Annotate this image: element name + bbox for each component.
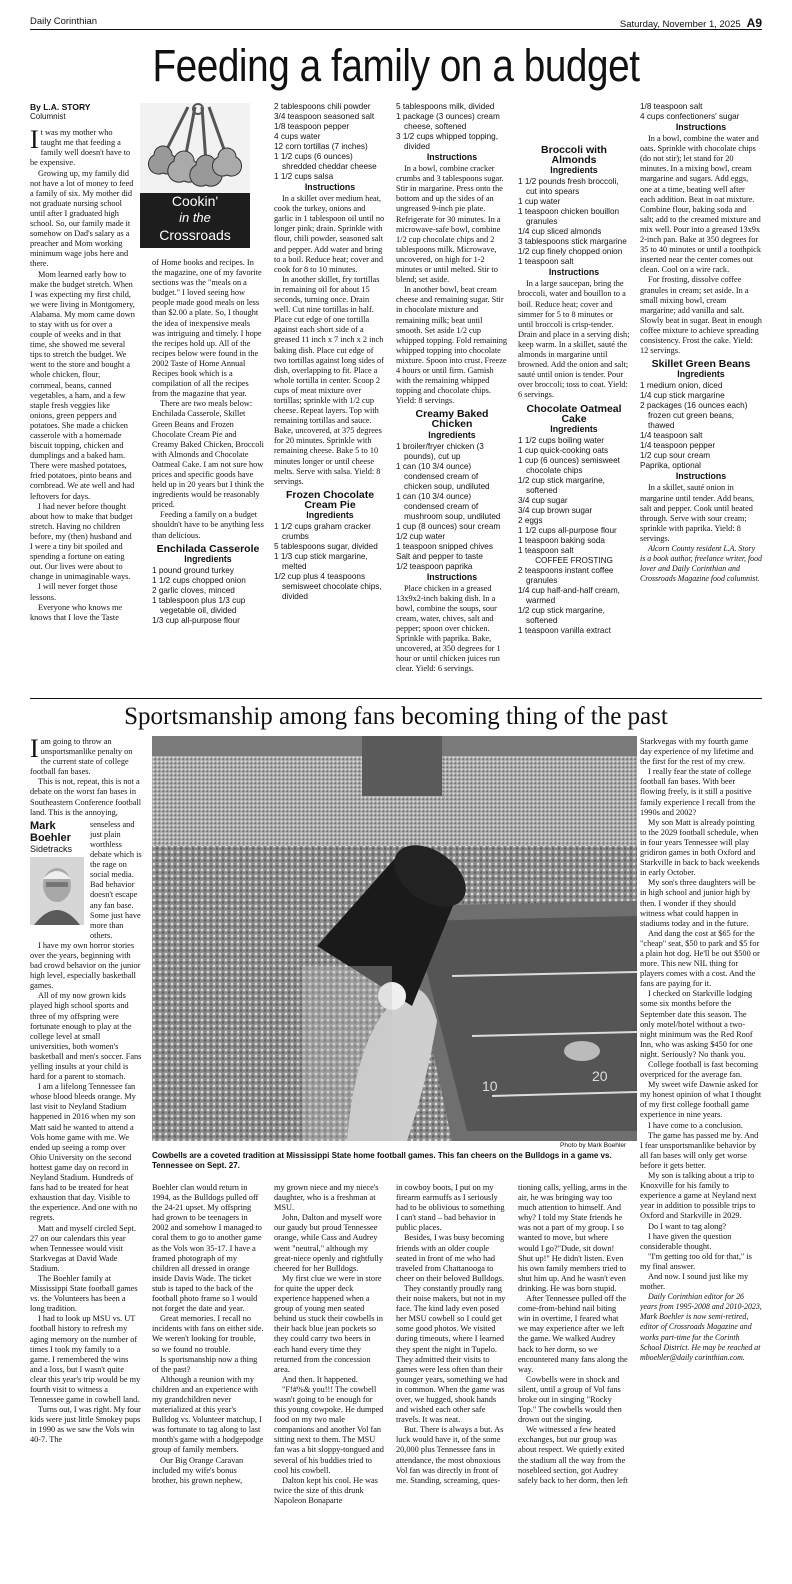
ingredient: 1 1/2 cups graham cracker crumbs xyxy=(274,522,371,542)
paragraph: Boehler clan would return in 1994, as the Bulldogs pulled off the 24-21 upset. My offspring had grown to be teenagers in 2002 and somehow I managed to coral them to go to another game as the Vols won 35-17. I have a framed photograph of my children all dressed in orange inside Davis Wade. The ticket stub is taped to the back of the football photo frame so I would not forget the date and year. xyxy=(152,1183,262,1314)
paragraph: t was my mother who taught me that feeding a family well doesn't have to be expensive. xyxy=(30,128,131,168)
ingredient: 3 1/2 cups whipped topping, divided xyxy=(396,132,498,151)
ingredients-heading: Ingredients xyxy=(184,553,232,564)
ingredient: 3 tablespoons stick margarine xyxy=(518,237,627,247)
ingredient: 1 teaspoon salt xyxy=(518,545,574,555)
ingredient: 1 1/2 cups chopped onion xyxy=(152,575,246,585)
ingredient: 1 cup (6 ounces) semisweet chocolate chips xyxy=(518,455,620,475)
dropcap: I xyxy=(30,125,39,155)
byline: By L.A. STORY xyxy=(30,102,91,112)
recipe-title: Frozen Chocolate Cream Pie xyxy=(285,488,375,511)
ingredient: 1 pound ground turkey xyxy=(152,565,234,575)
photo-credit: Photo by Mark Boehler xyxy=(560,1142,627,1149)
paragraph: In another bowl, beat cream cheese and remaining sugar. Stir in chocolate mixture and remaining milk; beat until smooth. Set aside 1/2 cup whipped topping. Fold remaining whipped topping into chocolate mixture. Spoon into crust. Freeze 4 hours or until firm. Garnish with the remaining whipped topping and chocolate chips. Yield: 8 servings. xyxy=(396,285,508,406)
dropcap: I xyxy=(30,737,39,763)
sports-column-2 xyxy=(152,1183,264,1575)
paragraph: My son's three daughters will be in high school and junior high by then. I wonder if they should witness what could happen in stadiums today and in the future. xyxy=(640,878,756,928)
header-right xyxy=(620,16,762,30)
ingredient: 1 teaspoon snipped chives xyxy=(396,541,493,551)
column-name: Sidetracks xyxy=(30,843,73,854)
author-headshot-icon xyxy=(30,857,84,925)
ingredient-list xyxy=(396,102,508,152)
logo-line-1: Cookin' xyxy=(171,193,219,209)
author-last-name: Boehler xyxy=(30,831,71,844)
paragraph: Turns out, I was right. My four kids were just little Smokey pups in 1990 as we saw the Vols win 40-7. The xyxy=(30,1405,141,1445)
ingredient: 5 tablespoons milk, divided xyxy=(396,102,495,111)
ingredient: 2 teaspoons instant coffee granules xyxy=(518,565,614,585)
ingredient-list xyxy=(518,436,630,636)
paragraph: My son Matt is already pointing to the 2029 football schedule, when in four years Tennessee will play gridiron games in both Oxford and Starkville in back to back weekends in early October. xyxy=(640,817,760,878)
issue-date: Saturday, November 1, 2025 xyxy=(619,19,741,30)
ingredient: 12 corn tortillas (7 inches) xyxy=(274,142,368,151)
ingredient: 1/8 teaspoon pepper xyxy=(274,122,350,131)
ingredient: 1/2 cup stick margarine, softened xyxy=(518,605,605,625)
ingredient: 2 eggs xyxy=(518,515,543,525)
paragraph: Growing up, my family did not have a lot of money to feed a family of six. My mother did not graduate nursing school until after I graduated high school. So, our family made it somehow on Dad's salary as a preacher and Mom working minimum wage jobs here and there. xyxy=(30,168,134,269)
recipe-column-5 xyxy=(518,102,630,697)
paragraph: And then. It happened. xyxy=(282,1374,358,1384)
stadium-photo xyxy=(152,736,637,1141)
ingredient: 2 tablespoons chili powder xyxy=(274,102,371,111)
ingredient: 1 cup (8 ounces) sour cream xyxy=(396,521,501,531)
ingredient: 1 teaspoon baking soda xyxy=(518,535,605,545)
dropcap-paragraph xyxy=(30,737,142,777)
paragraph: I have given the question considerable thought. xyxy=(640,1231,732,1251)
ingredient: 1 can (10 3/4 ounce) condensed cream of mushroom soup, undiluted xyxy=(396,491,501,521)
ingredient-list xyxy=(518,177,630,267)
ingredient: 1/4 cup sliced almonds xyxy=(518,227,602,237)
paragraph: In another skillet, fry tortillas in remaining oil for about 15 seconds, turning once. Drain well. Cut nine tortillas in half. Place cut edge of one tortilla against each short side of a greased 11 inch x 7 inch x 2 inch baking dish. Place cut edge of two tortillas against long sides of dish, overlapping to fit. Place a whole tortilla in center. Scoop 2 cups of meat mixture over tortillas; sprinkle with 1/2 cup cheese. Repeat layers. Top with remaining tortillas and sauce. Bake, uncovered, at 375 degrees for 20 minutes. Sprinkle with remaining cheese. Bake 5 to 10 minutes longer or until cheese melts. Serve with salsa. Yield: 8 servings. xyxy=(274,274,384,486)
author-photo xyxy=(30,857,84,925)
paragraph: am going to throw an unsportsmanlike penalty on the current state of college football fan bases. xyxy=(30,737,133,777)
ingredient: 1 teaspoon chicken bouillon granules xyxy=(518,207,620,227)
paragraph: I really fear the state of college football fan bases. With beer flowing freely, is it still a positive family experience I recall from the 1990s and 2002? xyxy=(640,767,756,817)
paragraph: Everyone who knows me knows that I love the Taste xyxy=(30,602,123,622)
author-bio: Daily Corinthian editor for 26 years from 1995-2008 and 2010-2023, Mark Boehler is now semi-retired, editor of Crossroads Magazine and works part-time for the Corinth School District. He may be reached at mboehler@daily corinthian.com. xyxy=(640,1292,762,1362)
paragraph: For frosting, dissolve coffee granules in cream; set aside. In a small mixing bowl, cream margarine; add vanilla and salt. Slowly beat in sugar. Beat in enough coffee mixture to achieve spreading consistency. Frost the cake. Yield: 12 servings. xyxy=(640,275,762,356)
ingredient: 1/2 teaspoon paprika xyxy=(396,561,473,571)
paragraph: In a bowl, combine the water and oats. Sprinkle with chocolate chips (do not stir); let stand for 20 minutes. In a mixing bowl, cream margarine and sugars. Add eggs, one at a time, beating well after each addition. Beat in oat mixture. Combine flour, baking soda and salt; add to the creamed mixture and mix well. Pour into a greased 13x9x 2-inch pan. Bake at 350 degrees for 35 to 40 minutes or until a toothpick inserted near the center comes out clean. Cool on a wire rack. xyxy=(640,134,761,275)
paragraph: Is sportsmanship now a thing of the past? xyxy=(152,1354,258,1374)
paragraph: my grown niece and my niece's daughter, who is a freshman at MSU. xyxy=(274,1183,379,1213)
paragraph: I checked on Starkville lodging some six months before the September date this season. The only motel/hotel without a two-night minimum was the Red Roof Inn, who was asking $450 for one night. Seriously? No thank you. xyxy=(640,989,753,1059)
paragraph: I had never before thought about how to make that budget stretch. Having no children before, my (then) husband and I were a tiny bit spoiled and spending a fortune on eating out. Our lives were about to change in unimaginable ways. xyxy=(30,501,133,582)
sports-headline: Sportsmanship among fans becoming thing of the past xyxy=(124,703,668,730)
measuring-spoons-icon xyxy=(140,103,250,193)
recipe-column-6 xyxy=(640,102,762,697)
sports-column-3 xyxy=(274,1183,386,1575)
recipe-column-4 xyxy=(396,102,508,697)
paragraph: And dang the cost at $65 for the "cheap" seat, $50 to park and $5 for a plain hot dog. He'll be out $500 or more. This new NIL thing for players comes with a cost. And the fans are paying for it. xyxy=(640,928,760,989)
ingredient: 1/2 cup sour cream xyxy=(640,451,711,461)
ingredient: 1/4 teaspoon salt xyxy=(640,431,703,441)
ingredient: 1/2 cup plus 4 teaspoons semisweet chocolate chips, divided xyxy=(274,572,382,602)
paragraph: Our Big Orange Caravan included my wife's bonus brother, his grown nephew, xyxy=(152,1455,244,1485)
paragraph: Although a reunion with my children and an experience with my grandchildren never materialized at this year's Bulldog vs. Volunteer matchup, I was fortunate to tag along to last month's game with a hodgepodge group of family members. xyxy=(152,1374,264,1455)
paragraph: The game has passed me by. And I fear unsportsmanlike behavior by all fan bases will only get worse before it gets better. xyxy=(640,1130,759,1170)
recipe-title: Skillet Green Beans xyxy=(651,358,751,371)
author-block xyxy=(30,820,86,941)
paragraph: In a skillet, sauté onion in margarine until tender. Add beans, salt and pepper. Cook until heated through. Serve with sour cream; sprinkle with paprika. Yield: 8 servings. xyxy=(640,483,755,543)
ingredient-list xyxy=(640,381,762,471)
ingredient: 1 cup quick-cooking oats xyxy=(518,445,609,455)
recipe-title: Creamy Baked Chicken xyxy=(415,408,489,431)
ingredient: 1 package (3 ounces) cream cheese, softened xyxy=(396,112,500,131)
paragraph: "F!#%& you!!! The cowbell wasn't going to be enough for this young cowpoke. He dumped food on my two male companions and another Vol fan sitting next to them. The MSU fan was a bit sloppy-tongued and several of his buddies tried to cool his cowbell. xyxy=(274,1384,384,1475)
recipe-title: Broccoli with Almonds xyxy=(541,144,607,167)
instructions-heading: Instructions xyxy=(675,122,727,132)
paragraph: All of my now grown kids played high school sports and three of my offspring were fortunate enough to play at the college level at small universities, both women's basketball and men's soccer. Fans yelling insults at your child is hard for a parent to stomach. xyxy=(30,991,142,1082)
ingredient: 1/4 cup half-and-half cream, warmed xyxy=(518,585,620,605)
dropcap-paragraph xyxy=(30,125,135,168)
ingredient: 1 1/2 cups salsa xyxy=(274,172,334,181)
paragraph: I have come to a conclusion. xyxy=(648,1120,743,1130)
author-bio: Alcorn County resident L.A. Story is a book author, freelance writer, food lover and Daily Corinthian and Crossroads Magazine food columnist. xyxy=(640,544,762,584)
ingredient: 4 cups water xyxy=(274,132,321,141)
ingredient: 1/3 cup all-purpose flour xyxy=(152,615,240,625)
ingredients-heading: Ingredients xyxy=(550,165,598,176)
ingredient: 1/4 teaspoon pepper xyxy=(640,441,716,451)
instructions-heading: Instructions xyxy=(426,571,478,582)
ingredient-list xyxy=(274,102,386,182)
ingredient: 1 tablespoon plus 1/3 cup vegetable oil, divided xyxy=(152,595,246,615)
paragraph: In a bowl, combine cracker crumbs and 3 tablespoons sugar. Stir in margarine. Press onto the bottom and up the sides of an ungreased 9-inch pie plate. Refrigerate for 30 minutes. In a microwave-safe bowl, combine 1/2 cup chocolate chips and 2 tablespoons milk. Microwave, uncovered, on high for 1-2 minutes or until melted. Stir to blend; set aside. xyxy=(396,164,504,285)
paragraph: Do I want to tag along? xyxy=(648,1221,727,1231)
ingredient: 1/2 cup water xyxy=(396,531,446,541)
ingredient: 1 broiler/fryer chicken (3 pounds), cut up xyxy=(396,441,484,461)
instructions-heading: Instructions xyxy=(675,471,727,482)
page-number: A9 xyxy=(746,16,762,30)
paragraph: And now. I sound just like my mother. xyxy=(640,1271,749,1292)
paragraph: I have my own horror stories over the years, beginning with bad crowd behavior on the junior high level, especially basketball games. xyxy=(30,940,141,991)
paragraph: My first clue we were in store for quite the upper deck experience happened when a group of young men seated behind us stuck their cowbells in their back blue jean pockets so they could carry two beers in each hand every time they returned from the concession area. xyxy=(274,1273,383,1374)
ingredient: 1/2 cup stick margarine, softened xyxy=(518,475,605,495)
paragraph: We witnessed a few heated exchanges, but our group was about respect. We quietly exited the stadium all the way from the nosebleed section, got Audrey safely back to her dorm, then left xyxy=(518,1425,628,1485)
ingredient: 1 teaspoon salt xyxy=(518,257,574,267)
paragraph: "I'm getting too old for that," is my final answer. xyxy=(640,1251,752,1271)
paragraph: Feeding a family on a budget shouldn't have to be anything less than delicious. xyxy=(152,510,264,540)
instructions-heading: Instructions xyxy=(304,182,356,192)
ingredient: 1 medium onion, diced xyxy=(640,381,723,391)
instructions-heading: Instructions xyxy=(426,152,478,162)
ingredients-heading: Ingredients xyxy=(428,429,476,440)
ingredient: 3/4 cup brown sugar xyxy=(518,505,593,515)
paragraph: Mom learned early how to make the budget stretch. When I was expecting my first child, we were living in Montgomery, Alabama. My mom came down to stay with us for over a couple of weeks and in that time, she showed me several tips to stretch the budget. We went to the store and bought a whole chicken, flour, cornmeal, beans, canned vegetables, a ham, and a few staple fresh veggies like onions, green peppers and potatoes. She made a chicken casserole with a homemade biscuit topping, chicken and dumplings and a baked ham. There were mashed potatoes, fried potatoes, pinto beans and cornbread. We ate well and had leftovers for days. xyxy=(30,269,135,501)
ingredient: 3/4 cup sugar xyxy=(518,495,568,505)
paragraph: senseless and just plain worthless debate which is the rage on social media. Bad behavior doesn't escape any fan base. Some just have more than others. xyxy=(90,819,142,940)
ingredient: 2 packages (16 ounces each) frozen cut green beans, thawed xyxy=(640,401,748,431)
recipe-column-2 xyxy=(152,258,264,698)
recipe-column-1 xyxy=(30,102,135,697)
paragraph: There are two meals below: Enchilada Casserole, Skillet Green Beans and Frozen Chocolate Cream Pie and Creamy Baked Chicken, Broccoli with Almonds and Chocolate Oatmeal Cake. I am not sure how prices and specific goods have held up in 20 years but I think the ingredients would be reasonably priced. xyxy=(152,399,264,510)
paragraph: of Home books and recipes. In the magazine, one of my favorite sections was the "meals on a budget." I loved seeing how people made good meals on less than $2.00 a plate. So, I thought the idea of inexpensive meals was intriguing and timely. I hope the recipes hold up. All of the recipes below were found in the 2002 Taste of Home Annual Recipes book which is a compilation of all the recipes from the magazine that year. xyxy=(152,258,262,399)
recipe-title: Enchilada Casserole xyxy=(156,542,260,555)
paragraph: Besides, I was busy becoming friends with an older couple seated in front of me who had traveled from Chattanooga to cheer on their beloved Bulldogs. xyxy=(396,1233,505,1283)
ingredient: 1 cup water xyxy=(518,197,561,207)
ingredient: 2 garlic cloves, minced xyxy=(152,585,235,595)
yard-number: 10 xyxy=(482,1078,498,1094)
paragraph: My sweet wife Dawnie asked for my honest opinion of what I thought of my first college football game experience in nine years. xyxy=(640,1080,762,1120)
paragraph: Starkvegas with my fourth game day experience of my lifetime and the first for the rest of my crew. xyxy=(640,737,754,767)
photo-caption: Cowbells are a coveted tradition at Mississippi State home football games. This fan cheers on the Bulldogs in a game vs. Tennessee on Sept. 27. xyxy=(152,1151,612,1170)
ingredient: 1 teaspoon vanilla extract xyxy=(518,625,611,635)
yard-number: 20 xyxy=(592,1068,608,1084)
paragraph: Cowbells were in shock and silent, until a group of Vol fans broke out in singing "Rocky Top." The cowbells would then drown out the singing. xyxy=(518,1374,622,1425)
ingredient: 5 tablespoons sugar, divided xyxy=(274,542,378,552)
sports-column-4 xyxy=(396,1183,508,1575)
paragraph: The Boehler family at Mississippi State football games vs. the Volunteers has been a long tradition. xyxy=(30,1273,138,1314)
cookin-crossroads-logo xyxy=(140,103,250,248)
author-first-name: Mark xyxy=(30,819,56,832)
ingredient-list xyxy=(396,442,508,572)
ingredient: 1 1/3 cup stick margarine, melted xyxy=(274,552,368,572)
recipe-column-3 xyxy=(274,102,386,697)
ingredients-heading: Ingredients xyxy=(677,369,725,380)
recipe-headline: Feeding a family on a budget xyxy=(152,40,640,91)
ingredient: 1/4 cup stick margarine xyxy=(640,391,725,401)
ingredient: 1 1/2 cups boiling water xyxy=(518,435,605,445)
ingredient-list xyxy=(640,102,762,122)
byline-title: Columnist xyxy=(30,112,66,122)
sports-column-1 xyxy=(30,737,142,1575)
paragraph: My son is talking about a trip to Knoxville for his family to experience a game at Neyland next year in addition to possible trips to Oxford and Starkville in 2029. xyxy=(640,1171,757,1221)
paragraph: This is not, repeat, this is not a debate on the worst fan bases in Southeastern Conference football land. This is the annoying, xyxy=(30,777,142,817)
ingredient: 4 cups confectioners' sugar xyxy=(640,112,740,121)
ingredients-heading: Ingredients xyxy=(306,510,354,520)
paper-name: Daily Corinthian xyxy=(30,16,98,27)
ingredient-list xyxy=(274,522,386,602)
author-box xyxy=(30,820,142,941)
sports-column-6 xyxy=(640,737,762,1575)
paragraph: I had to look up MSU vs. UT football history to refresh my aging memory on the number of times I took my family to a game. I remembered the wins and a loss, but I wasn't quite clear this year's trip would be my fourth visit to witness a Tennessee game in cowbell land. xyxy=(30,1314,141,1405)
ingredients-heading: Ingredients xyxy=(550,423,598,434)
paragraph: John, Dalton and myself wore our gaudy but proud Tennessee orange, while Cass and Audrey went "neutral," although my great-niece openly and rightfully cheered for her Bulldogs. xyxy=(274,1213,383,1273)
logo-line-3: Crossroads xyxy=(159,227,231,243)
instructions-heading: Instructions xyxy=(548,267,600,278)
sports-column-5 xyxy=(518,1183,630,1575)
logo-line-2: in the xyxy=(179,210,211,225)
ingredient: 1 1/2 cups (6 ounces) shredded cheddar cheese xyxy=(274,152,377,171)
ingredient: Salt and pepper to taste xyxy=(396,551,483,561)
paragraph: I will never forget those lessons. xyxy=(30,582,118,602)
page-header xyxy=(30,14,762,30)
ingredient-list xyxy=(152,566,264,626)
recipe-title: Chocolate Oatmeal Cake xyxy=(526,402,622,425)
ingredient: 1/8 teaspoon salt xyxy=(640,102,703,111)
paragraph: They constantly proudly rang their noise makers, but not in my face. The kind lady even posed her MSU cowbell so I could get some good photos. We visited during timeouts, where I learned they spent the night in Tupelo. They admitted their visits to games were less often than their younger years, something we had in common. When the game was over, we hugged, shook hands and wished each other safe travels. It was neat. xyxy=(396,1283,508,1425)
section-divider xyxy=(30,698,762,699)
paragraph: In a skillet over medium heat, cook the turkey, onions and garlic in 1 tablespoon oil until no longer pink; drain. Sprinkle with flour, chili powder, seasoned salt and pepper. Add water and bring to a boil. Reduce heat; cover and cook for 8 to 10 minutes. xyxy=(274,194,385,274)
ingredient: 1 can (10 3/4 ounce) condensed cream of chicken soup, undiluted xyxy=(396,461,490,491)
paragraph: in cowboy boots, I put on my firearm earmuffs as I seriously had to be oblivious to something I can't stand – bad behavior in public places. xyxy=(396,1183,505,1233)
paragraph: Matt and myself circled Sept. 27 on our calendars this year when Tennessee would visit Starkvegas at David Wade Stadium. xyxy=(30,1223,136,1273)
paragraph: In a large saucepan, bring the broccoli, water and bouillon to a boil. Reduce heat; cover and simmer for 5 to 8 minutes or until broccoli is crisp-tender. Drain and place in a serving dish; keep warm. In a skillet, sauté the almonds in margarine until browned. Add the onion and salt; sauté until onion is tender. Pour over broccoli; toss to coat. Yield: 6 servings. xyxy=(518,279,630,400)
chicken-continued-spacer xyxy=(518,102,630,142)
paragraph: College football is fast becoming overpriced for the average fan. xyxy=(640,1060,759,1080)
paragraph: After Tennessee pulled off the come-from-behind nail biting win in overtime, I feared what we may experience after we left the game. We walked Audrey back to her dorm, so we encountered many fans along the way. xyxy=(518,1294,628,1374)
paragraph: Great memories. I recall no incidents with fans on either side. We weren't looking for trouble, so we found no trouble. xyxy=(152,1314,264,1354)
paragraph: tioning calls, yelling, arms in the air, he was bringing way too much attention to himself. And why? I told my State friends he was not a part of my group. I so wanted to move, but where would I go?"Dude, sit down! Shut up!" He didn't listen. Even his own family members tried to shut him up. And he wasn't even drinking. He was born stupid. xyxy=(518,1183,627,1293)
paragraph: I am a lifelong Tennessee fan whose blood bleeds orange. My last visit to Neyland Stadium happened in 2016 when my son Matt said he wanted to attend a Vols home game with me. We ended up seeing a romp over Ohio University on the second hottest game day on record in Neyland Stadium. Hundreds of fans had to be treated for heat exhaustion that day. Visible to the experience. And one with no regrets. xyxy=(30,1082,138,1223)
paragraph: Place chicken in a greased 13x9x2-inch baking dish. In a bowl, combine the soups, sour cream, water, chives, salt and pepper; spoon over chicken. Sprinkle with paprika. Bake, uncovered, at 350 degrees for 1 hour or until chicken juices run clear. Yield: 6 servings. xyxy=(396,583,501,674)
paragraph: But. There is always a but. As luck would have it, of the some 20,000 plus Tennessee fans in attendance, the most obnoxious Vol fan was directly in front of me. Standing, screaming, ques- xyxy=(396,1425,504,1485)
paragraph: Dalton kept his cool. He was twice the size of this drunk Napoleon Bonaparte xyxy=(274,1475,378,1505)
ingredient: 1 1/2 cups all-purpose flour xyxy=(518,525,617,535)
ingredient: Paprika, optional xyxy=(640,461,701,471)
stadium-fan-cowbell-image xyxy=(152,736,637,1141)
frosting-heading: COFFEE FROSTING xyxy=(535,555,613,565)
ingredient: 1/2 cup finely chopped onion xyxy=(518,247,623,257)
ingredient: 1 1/2 pounds fresh broccoli, cut into spears xyxy=(518,177,619,197)
ingredient: 3/4 teaspoon seasoned salt xyxy=(274,112,375,121)
